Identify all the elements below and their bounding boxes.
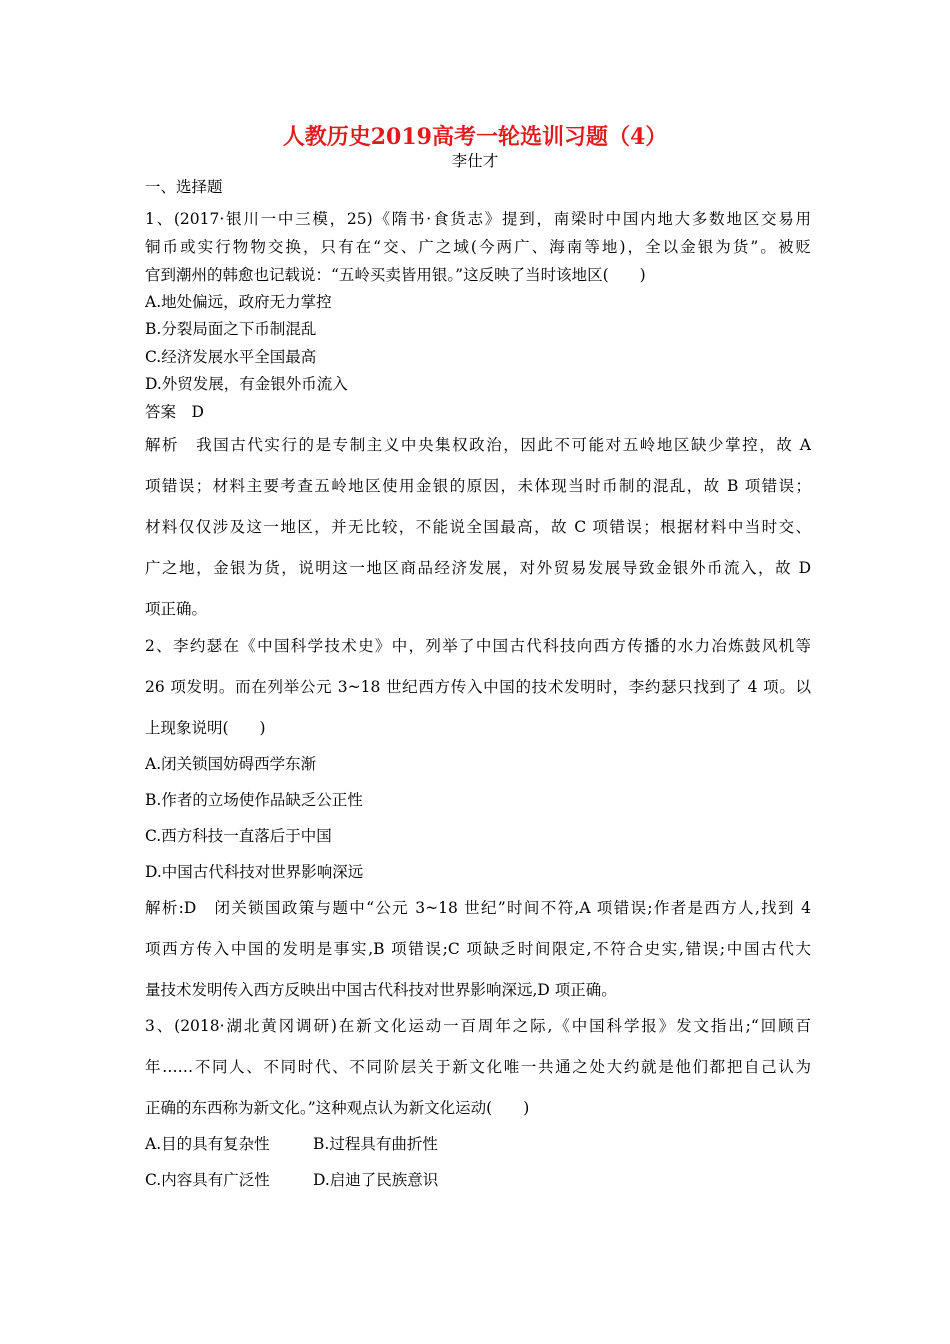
q3-stem-line-2: 年……不同人、不同时代、不同阶层关于新文化唯一共通之处大约就是他们都把自己认为 bbox=[145, 1058, 811, 1076]
document-title: 人教历史2019高考一轮选训习题（4） bbox=[282, 124, 668, 150]
q3-stem-line-1: 3、(2018·湖北黄冈调研)在新文化运动一百周年之际,《中国科学报》发文指出;“回顾百 bbox=[145, 1017, 811, 1035]
document-author: 李仕才 bbox=[451, 152, 499, 170]
q2-option-d: D.中国古代科技对世界影响深远 bbox=[145, 863, 364, 881]
q1-analysis-line-3: 材料仅仅涉及这一地区，并无比较，不能说全国最高，故 C 项错误；根据材料中当时交、 bbox=[145, 518, 811, 536]
q1-stem-line-2: 铜币或实行物物交换，只有在“交、广之域(今两广、海南等地)，全以金银为货”。被贬 bbox=[145, 238, 811, 256]
q2-option-b: B.作者的立场使作品缺乏公正性 bbox=[145, 791, 363, 809]
q2-option-a: A.闭关锁国妨碍西学东渐 bbox=[145, 755, 317, 773]
q3-options-row-2 bbox=[145, 1170, 438, 1190]
q3-option-b: B.过程具有曲折性 bbox=[313, 1135, 438, 1153]
q1-answer: 答案 D bbox=[145, 403, 204, 421]
q1-analysis-line-4: 广之地，金银为货，说明这一地区商品经济发展，对外贸易发展导致金银外币流入，故 D bbox=[145, 559, 811, 577]
q2-stem-line-1: 2、李约瑟在《中国科学技术史》中，列举了中国古代科技向西方传播的水力冶炼鼓风机等 bbox=[145, 637, 811, 655]
q3-option-d: D.启迪了民族意识 bbox=[313, 1171, 439, 1189]
q2-analysis-line-3: 量技术发明传入西方反映出中国古代科技对世界影响深远,D 项正确。 bbox=[145, 981, 617, 999]
q1-stem-line-1: 1、(2017·银川一中三模，25)《隋书·食货志》提到，南梁时中国内地大多数地区交易用 bbox=[145, 210, 811, 228]
q1-analysis-line-5: 项正确。 bbox=[145, 600, 208, 618]
q1-option-a: A.地处偏远，政府无力掌控 bbox=[145, 293, 332, 311]
q2-option-c: C.西方科技一直落后于中国 bbox=[145, 827, 332, 845]
q1-stem-line-3: 官到潮州的韩愈也记载说：“五岭买卖皆用银。”这反映了当时该地区( ) bbox=[145, 266, 646, 284]
q2-analysis-line-1: 解析:D 闭关锁国政策与题中“公元 3~18 世纪”时间不符,A 项错误;作者是西方人,找到 4 bbox=[145, 899, 811, 917]
q2-stem-line-3: 上现象说明( ) bbox=[145, 719, 266, 737]
section-heading: 一、选择题 bbox=[145, 178, 223, 196]
q1-option-c: C.经济发展水平全国最高 bbox=[145, 348, 317, 366]
q1-analysis-line-2: 项错误；材料主要考查五岭地区使用金银的原因，未体现当时币制的混乱，故 B 项错误； bbox=[145, 477, 811, 495]
q1-analysis-line-1: 解析 我国古代实行的是专制主义中央集权政治，因此不可能对五岭地区缺少掌控，故 A bbox=[145, 436, 811, 454]
q3-option-c: C.内容具有广泛性 bbox=[145, 1171, 270, 1189]
q3-stem-line-3: 正确的东西称为新文化。”这种观点认为新文化运动( ) bbox=[145, 1099, 530, 1117]
q1-option-b: B.分裂局面之下币制混乱 bbox=[145, 320, 317, 338]
q3-option-a: A.目的具有复杂性 bbox=[145, 1135, 270, 1153]
q3-options-row-1 bbox=[145, 1134, 438, 1154]
q2-stem-line-2: 26 项发明。而在列举公元 3~18 世纪西方传入中国的技术发明时，李约瑟只找到了 4 项。以 bbox=[145, 678, 811, 696]
q2-analysis-line-2: 项西方传入中国的发明是事实,B 项错误;C 项缺乏时间限定,不符合史实,错误;中国古代大 bbox=[145, 940, 811, 958]
q1-option-d: D.外贸发展，有金银外币流入 bbox=[145, 375, 348, 393]
